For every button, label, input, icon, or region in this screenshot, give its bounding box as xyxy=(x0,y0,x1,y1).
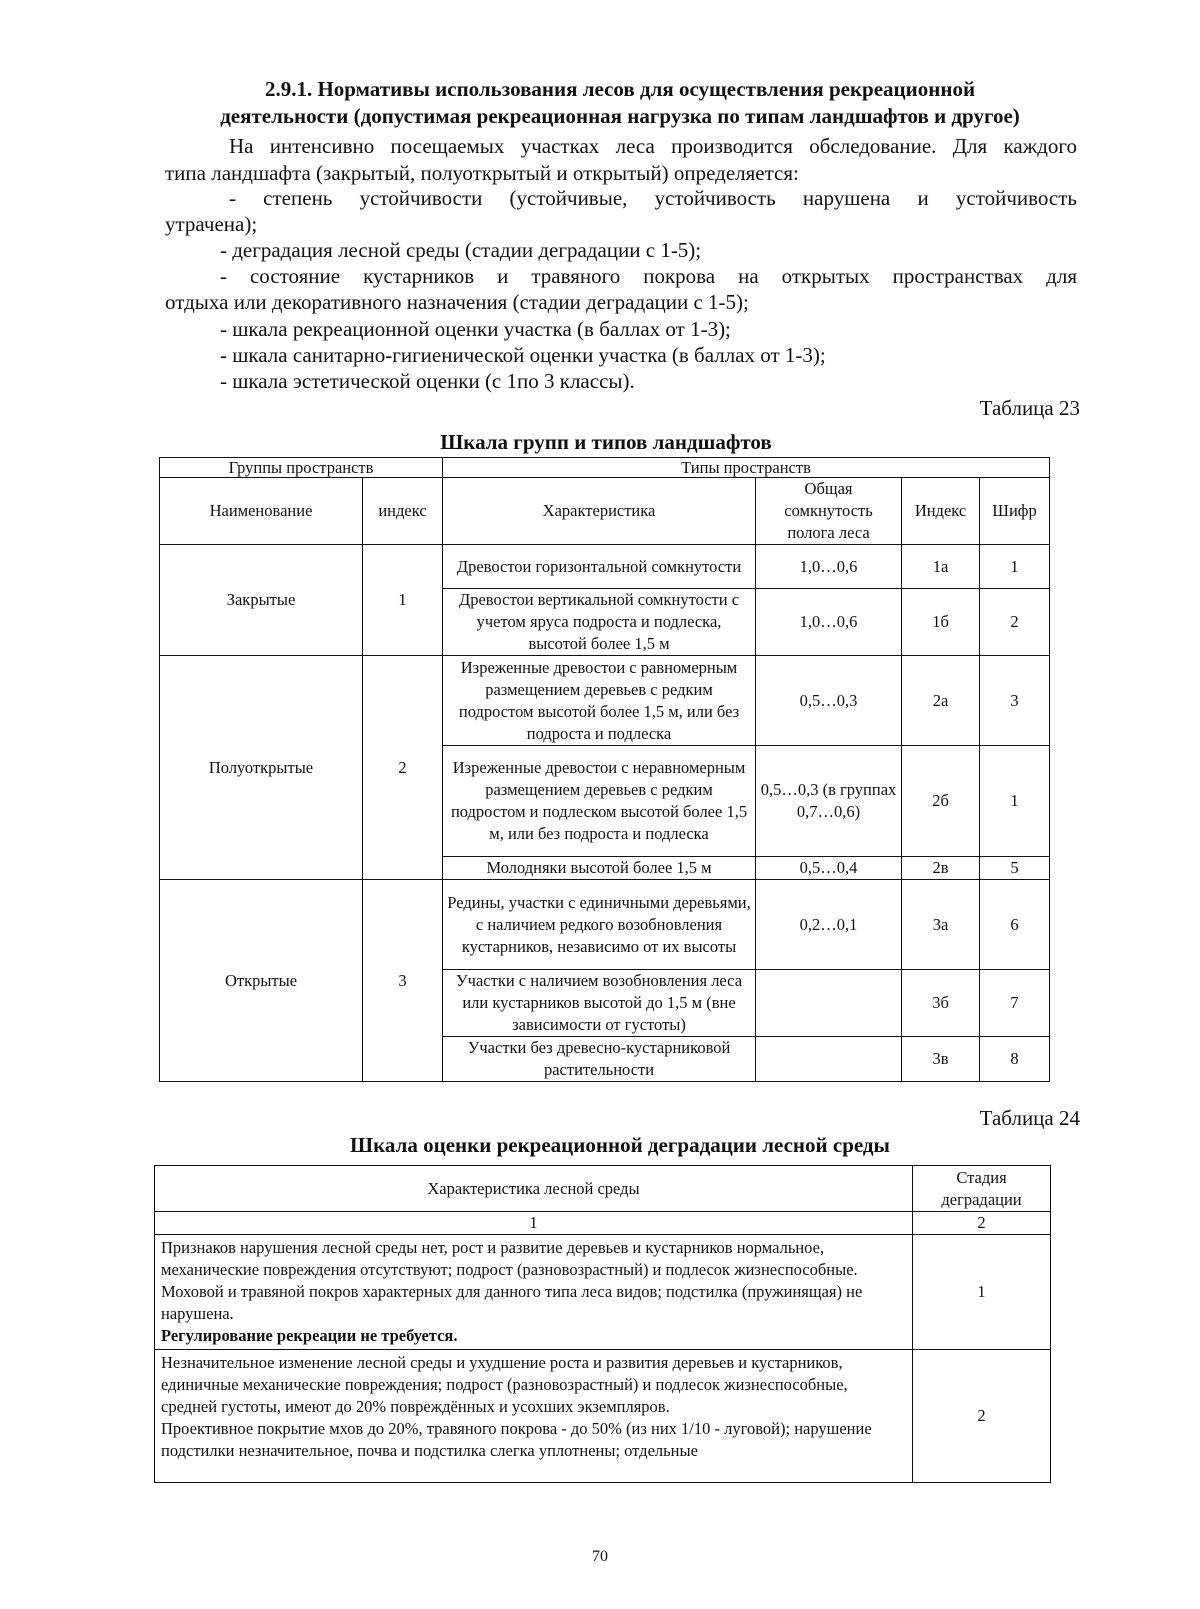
column-number-2: 2 xyxy=(913,1212,1051,1235)
paragraph-4-line-2: отдыха или декоративного назначения (стадии деградации с 1-5); xyxy=(165,290,749,314)
degradation-table xyxy=(154,1165,1051,1483)
column-number-1: 1 xyxy=(155,1212,913,1235)
characteristic-cell: Участки без древесно-кустарниковой растительности xyxy=(443,1037,756,1082)
characteristic-cell: Изреженные древостои с неравномерным размещением деревьев с редким подростом и подлеском высотой более 1,5 м, или без подроста и подлеска xyxy=(443,746,756,857)
paragraph-2-line-2: утрачена); xyxy=(165,212,258,236)
group-name-cell: Полуоткрытые xyxy=(160,656,363,880)
paragraph-3: - деградация лесной среды (стадии деградации с 1-5); xyxy=(220,238,702,262)
table-row xyxy=(160,656,1050,746)
characteristic-cell: Редины, участки с единичными деревьями, с наличием редкого возобновления кустарников, независимо от их высоты xyxy=(443,880,756,970)
code-cell: 3 xyxy=(980,656,1050,746)
characteristic-cell: Участки с наличием возобновления леса или кустарников высотой до 1,5 м (вне зависимости от густоты) xyxy=(443,970,756,1037)
density-cell xyxy=(756,1037,902,1082)
characteristic-cell: Изреженные древостои с равномерным размещением деревьев с редким подростом высотой более 1,5 м, или без подроста и подлеска xyxy=(443,656,756,746)
column-header-stage: Стадия деградации xyxy=(913,1166,1051,1212)
table-23-label: Таблица 23 xyxy=(979,396,1080,420)
density-cell: 0,2…0,1 xyxy=(756,880,902,970)
density-cell: 0,5…0,3 (в группах 0,7…0,6) xyxy=(756,746,902,857)
code-cell: 8 xyxy=(980,1037,1050,1082)
paragraph-1-line-1: На интенсивно посещаемых участках леса производится обследование. Для каждого xyxy=(229,134,1077,158)
column-header-density: Общая сомкнутость полога леса xyxy=(756,478,902,545)
column-header-index: индекс xyxy=(363,478,443,545)
code-cell: 1 xyxy=(980,746,1050,857)
table-row xyxy=(155,1235,1051,1350)
code-cell: 7 xyxy=(980,970,1050,1037)
density-cell: 0,5…0,4 xyxy=(756,857,902,880)
table-24-title: Шкала оценки рекреационной деградации лесной среды xyxy=(350,1133,890,1157)
table-24-label: Таблица 24 xyxy=(979,1106,1080,1130)
section-heading-line-2: деятельности (допустимая рекреационная нагрузка по типам ландшафтов и другое) xyxy=(220,104,1020,128)
description-text: Незначительное изменение лесной среды и ухудшение роста и развития деревьев и кустарников, единичные механические повреждения; подрост (разновозрастный) и подлесок жизнеспособные, средней густоты, имеют до 20% повреждённых и усохших экземпляров. xyxy=(161,1353,848,1416)
section-heading-line-1: 2.9.1. Нормативы использования лесов для осуществления рекреационной xyxy=(264,77,976,101)
environment-description-cell xyxy=(155,1235,913,1350)
column-header-name: Наименование xyxy=(160,478,363,545)
group-index-cell: 2 xyxy=(363,656,443,880)
group-index-cell: 3 xyxy=(363,880,443,1082)
index-cell: 3в xyxy=(902,1037,980,1082)
paragraph-2-line-1: - степень устойчивости (устойчивые, устойчивость нарушена и устойчивость xyxy=(229,186,1077,210)
paragraph-6: - шкала санитарно-гигиенической оценки участка (в баллах от 1-3); xyxy=(220,343,826,367)
page-number: 70 xyxy=(592,1548,608,1565)
group-name-cell: Закрытые xyxy=(160,545,363,656)
table-row xyxy=(155,1350,1051,1483)
index-cell: 3б xyxy=(902,970,980,1037)
table-row xyxy=(160,880,1050,970)
table-23-title: Шкала групп и типов ландшафтов xyxy=(440,430,772,454)
density-cell: 1,0…0,6 xyxy=(756,545,902,589)
paragraph-5: - шкала рекреационной оценки участка (в баллах от 1-3); xyxy=(220,317,731,341)
characteristic-cell: Древостои вертикальной сомкнутости с учетом яруса подроста и подлеска, высотой более 1,5 м xyxy=(443,589,756,656)
column-header-environment: Характеристика лесной среды xyxy=(155,1166,913,1212)
description-text-continued: Проективное покрытие мхов до 20%, травяного покрова - до 50% (из них 1/10 - луговой); нарушение подстилки незначительное, почва и подстилка слегка уплотнены; отдельные xyxy=(161,1419,872,1460)
group-index-cell: 1 xyxy=(363,545,443,656)
paragraph-4-line-1: - состояние кустарников и травяного покрова на открытых пространствах для xyxy=(220,264,1077,288)
code-cell: 1 xyxy=(980,545,1050,589)
characteristic-cell: Древостои горизонтальной сомкнутости xyxy=(443,545,756,589)
regulation-note: Регулирование рекреации не требуется. xyxy=(161,1326,458,1345)
column-header-index-2: Индекс xyxy=(902,478,980,545)
section-heading xyxy=(160,76,1080,130)
density-cell xyxy=(756,970,902,1037)
column-header-code: Шифр xyxy=(980,478,1050,545)
paragraph-7: - шкала эстетической оценки (с 1по 3 классы). xyxy=(220,369,635,393)
index-cell: 2б xyxy=(902,746,980,857)
paragraph-1-line-2: типа ландшафта (закрытый, полуоткрытый и открытый) определяется: xyxy=(165,161,799,185)
density-cell: 0,5…0,3 xyxy=(756,656,902,746)
column-header-characteristic: Характеристика xyxy=(443,478,756,545)
environment-description-cell xyxy=(155,1350,913,1483)
stage-cell: 2 xyxy=(913,1350,1051,1483)
index-cell: 3а xyxy=(902,880,980,970)
code-cell: 2 xyxy=(980,589,1050,656)
stage-cell: 1 xyxy=(913,1235,1051,1350)
index-cell: 1а xyxy=(902,545,980,589)
index-cell: 2в xyxy=(902,857,980,880)
code-cell: 6 xyxy=(980,880,1050,970)
group-header: Группы пространств xyxy=(160,458,443,478)
description-text: Признаков нарушения лесной среды нет, рост и развитие деревьев и кустарников нормальное, механические повреждения отсутствуют; подрост (разновозрастный) и подлесок жизнеспособные. Моховой и травяной покров характерных для данного типа леса видов; подстилка (пружинящая) не нарушена. xyxy=(161,1238,863,1323)
index-cell: 2а xyxy=(902,656,980,746)
code-cell: 5 xyxy=(980,857,1050,880)
table-row xyxy=(160,545,1050,589)
characteristic-cell: Молодняки высотой более 1,5 м xyxy=(443,857,756,880)
types-header: Типы пространств xyxy=(443,458,1050,478)
index-cell: 1б xyxy=(902,589,980,656)
density-cell: 1,0…0,6 xyxy=(756,589,902,656)
landscape-types-table xyxy=(159,457,1050,1082)
group-name-cell: Открытые xyxy=(160,880,363,1082)
